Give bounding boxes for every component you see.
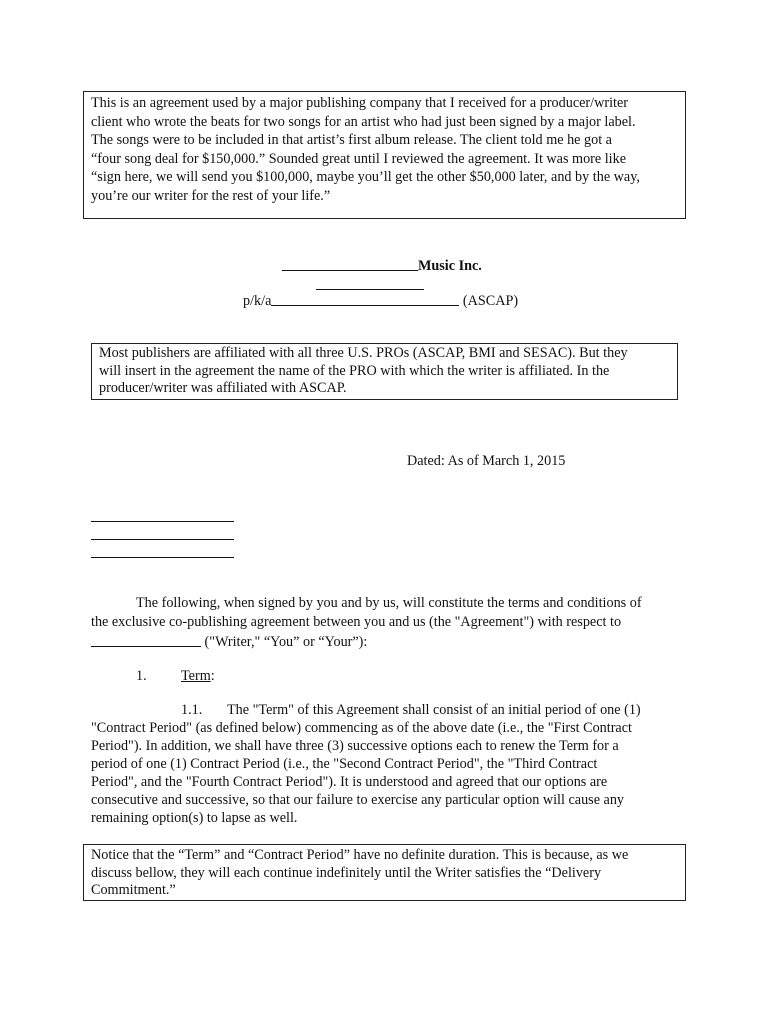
annotation-line: This is an agreement used by a major publishing company that I received for a producer/writer — [91, 95, 628, 111]
intro-line: the exclusive co-publishing agreement between you and us (the "Agreement") with respect to — [91, 614, 622, 630]
clause-number: 1.1. — [181, 702, 203, 718]
annotation-line: The songs were to be included in that artist’s first album release. The client told me he got a — [91, 132, 612, 149]
section-title-colon: : — [210, 668, 215, 684]
annotation-line: Commitment.” — [91, 882, 176, 898]
annotation-line: client who wrote the beats for two songs for an artist who had just been signed by a major label. — [91, 113, 636, 130]
clause-line: "Contract Period" (as defined below) commencing as of the above date (i.e., the "First Contract — [91, 720, 632, 736]
annotation-box-intro — [83, 91, 686, 219]
writer-name-blank — [91, 632, 201, 647]
clause-line: period of one (1) Contract Period (i.e., the "Second Contract Period", the "Third Contract — [91, 756, 598, 772]
company-heading — [282, 256, 482, 275]
address-blank-line — [91, 521, 234, 522]
company-subline-blank — [316, 289, 424, 290]
company-name-blank — [282, 256, 418, 271]
section-number: 1. — [136, 668, 147, 684]
annotation-line: “four song deal for $150,000.” Sounded great until I reviewed the agreement. It was more like — [91, 150, 627, 167]
annotation-line: you’re our writer for the rest of your life.” — [91, 187, 331, 204]
pro-name: (ASCAP) — [462, 293, 519, 309]
pka-prefix: p/k/a — [243, 293, 272, 309]
annotation-line: will insert in the agreement the name of the PRO with which the writer is affiliated. In the — [99, 362, 610, 379]
agreement-date: Dated: As of March 1, 2015 — [407, 453, 566, 469]
clause-line: Period"). In addition, we shall have three (3) successive options each to renew the Term for a — [91, 738, 619, 754]
annotation-box-pro — [91, 343, 678, 400]
clause-line: consecutive and successive, so that our failure to exercise any particular option will cause any — [91, 792, 625, 808]
address-blank-line — [91, 539, 234, 540]
annotation-line: producer/writer was affiliated with ASCAP. — [99, 380, 347, 396]
annotation-line: “sign here, we will send you $100,000, maybe you’ll get the other $50,000 later, and by the way, — [91, 169, 640, 186]
writer-definition: ("Writer," “You” or “Your”): — [201, 634, 368, 650]
annotation-line: discuss bellow, they will each continue indefinitely until the Writer satisfies the “Delivery — [91, 864, 602, 881]
annotation-line: Most publishers are affiliated with all three U.S. PROs (ASCAP, BMI and SESAC). But they — [99, 345, 628, 361]
section-title — [181, 668, 215, 685]
intro-line: The following, when signed by you and by us, will constitute the terms and conditions of — [136, 595, 642, 611]
clause-line: The "Term" of this Agreement shall consist of an initial period of one (1) — [227, 702, 641, 718]
address-blank-line — [91, 557, 234, 558]
pka-line — [243, 291, 518, 310]
pka-blank — [271, 291, 459, 306]
annotation-line: Notice that the “Term” and “Contract Period” have no definite duration. This is because, as we — [91, 847, 629, 863]
clause-line: Period", and the "Fourth Contract Period"). It is understood and agreed that our options are — [91, 774, 608, 790]
intro-line-writer — [91, 632, 367, 651]
annotation-box-term — [83, 844, 686, 901]
company-name: Music Inc. — [418, 258, 482, 274]
clause-line: remaining option(s) to lapse as well. — [91, 810, 298, 826]
section-title-text: Term — [181, 668, 211, 684]
